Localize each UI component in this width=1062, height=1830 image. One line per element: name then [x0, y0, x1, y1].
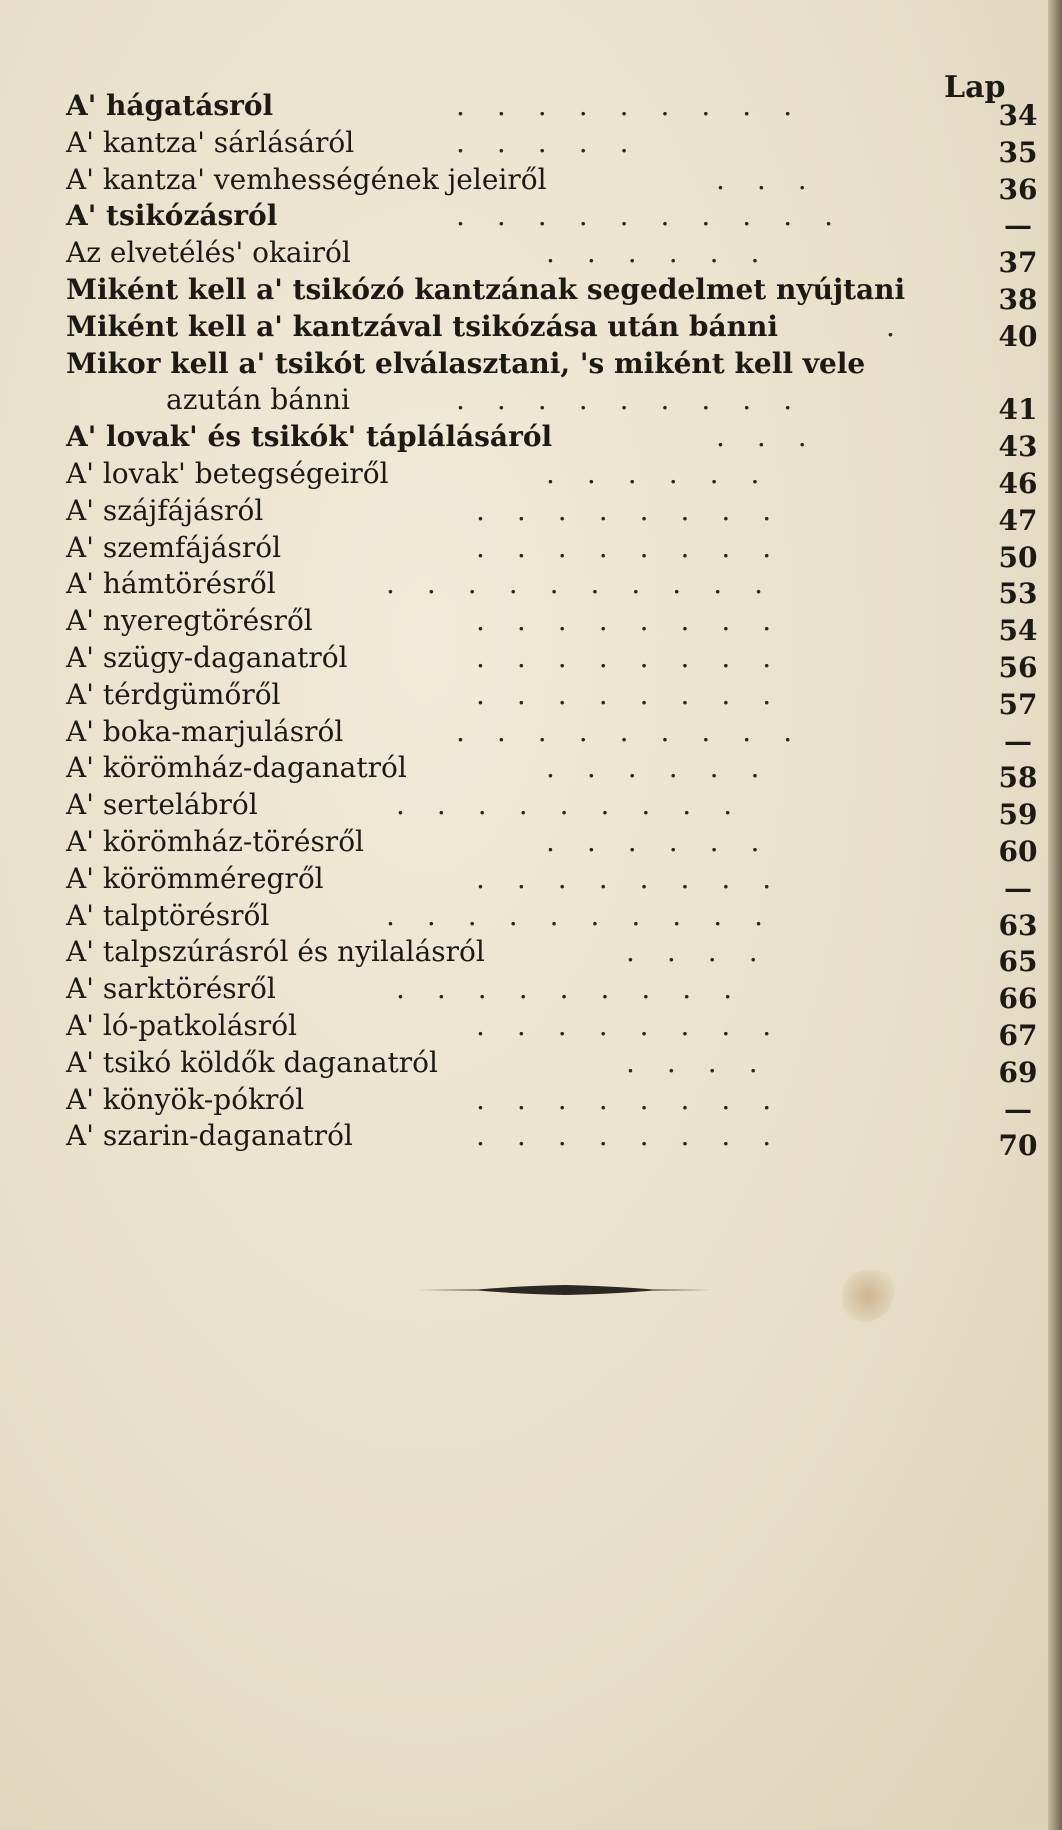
leader-dots: ..........: [386, 898, 796, 932]
toc-entry: [66, 1008, 1038, 1052]
entry-title: A' ló-patkolásról: [66, 1008, 297, 1042]
entry-title: A' nyeregtörésről: [66, 604, 313, 638]
entry-page: 65: [998, 945, 1038, 979]
entry-title: A' lovak' betegségeiről: [66, 456, 389, 490]
leader-dots: ........: [476, 640, 804, 674]
entry-title: Mikor kell a' tsikót elválasztani, 's miként kell vele: [66, 346, 866, 380]
leader-dots: ........: [476, 493, 804, 527]
entry-page: 41: [998, 393, 1038, 427]
entry-page: —: [1004, 724, 1032, 758]
leader-dots: .....: [456, 125, 661, 159]
entry-page: 37: [998, 246, 1038, 280]
entry-title: A' talpszúrásról és nyilalásról: [66, 935, 485, 969]
entry-title: A' tsikózásról: [66, 199, 278, 233]
entry-page: 50: [998, 540, 1038, 574]
toc-entry: [66, 125, 1038, 169]
entry-title: A' szarin-daganatról: [66, 1119, 353, 1153]
leader-dots: ....: [626, 1045, 790, 1079]
entry-title: A' térdgümőről: [66, 677, 281, 711]
toc-entry: [66, 787, 1038, 832]
toc-entry: [66, 1045, 1038, 1089]
entry-page: 57: [998, 687, 1038, 721]
toc-entry: [66, 566, 1038, 611]
entry-title: A' szügy-daganatról: [66, 640, 348, 674]
ornamental-divider: [418, 1283, 713, 1297]
leader-dots: ..........: [386, 567, 796, 601]
entry-page: 56: [998, 650, 1038, 684]
toc-entry: [66, 419, 1038, 464]
toc-entry: [66, 1082, 1032, 1126]
entry-title: A' hámtörésről: [66, 567, 276, 601]
entry-page: 47: [998, 503, 1038, 537]
toc-entry: [66, 456, 1038, 500]
entry-title: A' kantza' sárlásáról: [66, 125, 355, 159]
toc-entry: [66, 714, 1032, 758]
entry-page: 36: [998, 172, 1038, 206]
entry-page: —: [1004, 1092, 1032, 1126]
entry-page: 69: [998, 1055, 1038, 1089]
entry-title: A' körömház-törésről: [66, 824, 365, 858]
entry-title: Miként kell a' kantzával tsikózása után bánni: [66, 309, 778, 343]
toc-entry: [66, 603, 1038, 648]
entry-title: azután bánni: [166, 383, 350, 417]
leader-dots: ........: [476, 604, 804, 638]
toc-entry: [66, 235, 1038, 280]
toc-entry: [66, 198, 1032, 243]
page-column-header: Lap: [944, 70, 1006, 105]
leader-dots: .........: [456, 89, 825, 122]
entry-page: —: [1004, 209, 1032, 243]
entry-title: Az elvetélés' okairól: [66, 236, 351, 270]
toc-entry: [66, 530, 1038, 574]
entry-title: A' sarktörésről: [66, 972, 276, 1006]
paper-stain: [842, 1270, 894, 1322]
entry-title: A' hágatásról: [66, 89, 274, 122]
toc-entry: [66, 309, 1038, 353]
leader-dots: ......: [546, 824, 792, 858]
entry-title: Miként kell a' tsikózó kantzának segedelmet nyújtani: [66, 272, 906, 306]
entry-page: 58: [998, 761, 1038, 795]
entry-title: A' szájfájásról: [66, 493, 264, 527]
leader-dots: ......: [546, 751, 792, 785]
entry-title: A' kantza' vemhességének jeleiről: [66, 162, 547, 196]
entry-page: 67: [998, 1018, 1038, 1052]
toc-entry: [66, 898, 1038, 942]
table-of-contents: [66, 88, 1038, 1163]
entry-title: A' sertelábról: [66, 788, 258, 822]
entry-title: A' körömház-daganatról: [66, 751, 407, 785]
toc-entry: [66, 934, 1038, 979]
toc-entry: [66, 1118, 1038, 1163]
leader-dots: .........: [456, 714, 825, 748]
toc-entry: [66, 640, 1038, 684]
leader-dots: ......: [546, 456, 792, 490]
entry-title: A' lovak' és tsikók' táplálásáról: [66, 420, 553, 454]
toc-entry: [66, 971, 1038, 1016]
entry-title: A' boka-marjulásról: [66, 714, 344, 748]
entry-page: 60: [998, 834, 1038, 868]
leader-dots: ........: [476, 1082, 804, 1116]
entry-page: 53: [998, 577, 1038, 611]
leader-dots: ........: [476, 861, 804, 895]
toc-entry: [66, 382, 1038, 427]
toc-entry: [66, 88, 1038, 132]
toc-entry: [66, 272, 1038, 316]
entry-title: A' könyök-pókról: [66, 1082, 305, 1116]
entry-page: 46: [998, 466, 1038, 500]
toc-entry: [66, 750, 1038, 795]
entry-title: A' körömméregről: [66, 861, 324, 895]
toc-entry: [66, 861, 1032, 905]
entry-page: —: [1004, 871, 1032, 905]
leader-dots: ........: [476, 677, 804, 711]
entry-title: A' szemfájásról: [66, 530, 282, 564]
toc-entry: [66, 346, 1026, 383]
leader-dots: .........: [396, 972, 765, 1006]
entry-page: 63: [998, 908, 1038, 942]
entry-title: A' tsikó köldők daganatról: [66, 1045, 438, 1079]
toc-entry: [66, 162, 1038, 206]
leader-dots: .........: [456, 383, 825, 417]
leader-dots: ........: [476, 530, 804, 564]
leader-dots: ........: [476, 1008, 804, 1042]
toc-entry: [66, 824, 1038, 868]
entry-page: 54: [998, 614, 1038, 648]
entry-page: 40: [998, 319, 1038, 353]
toc-entry: [66, 677, 1038, 721]
entry-page: 70: [998, 1129, 1038, 1163]
leader-dots: ...: [716, 420, 839, 454]
leader-dots: ...: [716, 162, 839, 196]
entry-page: 43: [998, 430, 1038, 464]
entry-page: 38: [998, 282, 1038, 316]
entry-page: 66: [998, 982, 1038, 1016]
entry-title: A' talptörésről: [66, 898, 270, 932]
leader-dots: ........: [476, 1119, 804, 1153]
leader-dots: ....: [626, 935, 790, 969]
leader-dots: .........: [396, 788, 765, 822]
leader-dots: .: [886, 309, 927, 343]
entry-page: 35: [998, 135, 1038, 169]
toc-entry: [66, 493, 1038, 537]
leader-dots: ..........: [456, 199, 866, 233]
entry-page: 34: [998, 99, 1038, 132]
leader-dots: ......: [546, 236, 792, 270]
entry-page: 59: [998, 798, 1038, 832]
